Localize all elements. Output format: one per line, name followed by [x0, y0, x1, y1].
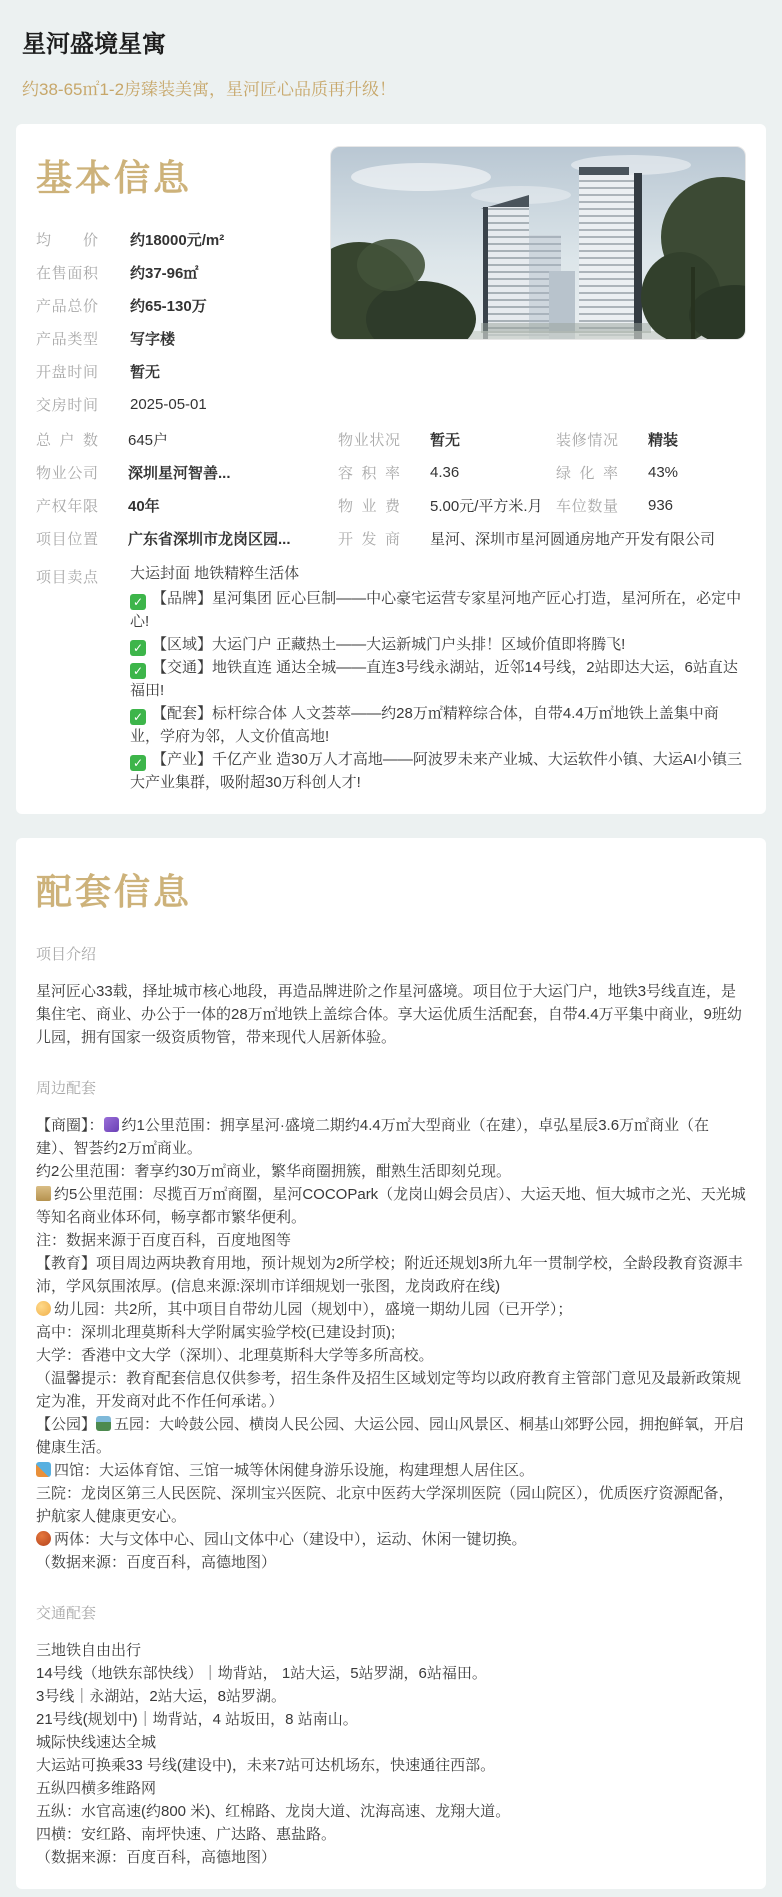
- line-text: 【交通】地铁直连 通达全城——直连3号线永湖站，近邻14号线，2站即达大运，6站直达福田!: [130, 659, 738, 699]
- info-field: [36, 256, 336, 289]
- text-line: [130, 587, 746, 633]
- museum-icon: [36, 1186, 51, 1201]
- text-line: [36, 1367, 746, 1413]
- info-grid-cell: [36, 522, 338, 555]
- text-line: [36, 1823, 746, 1846]
- text-line: [130, 702, 746, 748]
- info-field: [36, 388, 336, 421]
- basic-info-grid: [36, 423, 746, 555]
- line-text: 两体：大与文体中心、园山文体中心（建设中），运动、休闲一键切换。: [54, 1531, 527, 1548]
- info-field: [556, 456, 678, 489]
- line-text: 幼儿园：共2所，其中项目自带幼儿园（规划中），盛境一期幼儿园（已开学）；: [54, 1301, 573, 1318]
- info-value: 暂无: [130, 364, 161, 381]
- text-line: [36, 1639, 746, 1662]
- info-grid-cell: [36, 489, 338, 522]
- info-field: [36, 223, 336, 256]
- info-value: 暂无: [430, 432, 461, 449]
- info-value: 深圳星河智善...: [128, 465, 231, 482]
- surroundings-section-title: 周边配套: [36, 1080, 97, 1097]
- info-label: 项目位置: [36, 531, 98, 548]
- park-icon: [96, 1416, 111, 1431]
- info-field: [338, 489, 543, 522]
- text-line: [36, 1662, 746, 1685]
- text-line: [36, 1413, 746, 1459]
- text-line: [130, 633, 746, 656]
- shopping-bags-icon: [104, 1117, 119, 1132]
- basketball-icon: [36, 1531, 51, 1546]
- line-text: 约2公里范围：奢享约30万㎡商业，繁华商圈拥簇，酣熟生活即刻兑现。: [36, 1163, 512, 1180]
- info-label: 产品类型: [36, 331, 98, 348]
- building-render-image: [331, 147, 745, 339]
- line-text: （数据来源：百度百科，高德地图）: [36, 1554, 277, 1571]
- info-label: 物业状况: [338, 432, 400, 449]
- info-value: 精装: [648, 432, 679, 449]
- line-text: 五纵：水官高速(约800 米)、红棉路、龙岗大道、沈海高速、龙翔大道。: [36, 1803, 511, 1820]
- line-text: 三院：龙岗区第三人民医院、深圳宝兴医院、北京中医药大学深圳医院（园山院区），优质医疗资源配备，护航家人健康更安心。: [36, 1485, 734, 1525]
- check-icon: ✓: [130, 640, 146, 656]
- info-field: [36, 456, 231, 489]
- info-label: 总户数: [36, 432, 98, 449]
- info-grid-cell: [36, 456, 338, 489]
- line-text: 注：数据来源于百度百科，百度地图等: [36, 1232, 292, 1249]
- info-value: 写字楼: [130, 331, 176, 348]
- text-line: [36, 1344, 746, 1367]
- line-text: 三地铁自由出行: [36, 1642, 142, 1659]
- info-value: 广东省深圳市龙岗区园...: [128, 531, 291, 548]
- text-line: [36, 1459, 746, 1482]
- line-text: 【产业】千亿产业 造30万人才高地——阿波罗未来产业城、大运软件小镇、大运AI小镇三大产业集群，吸附超30万科创人才!: [130, 751, 743, 791]
- line-text: 四横：安红路、南坪快速、广达路、惠盐路。: [36, 1826, 337, 1843]
- text-line: [130, 656, 746, 702]
- selling-points-content: [130, 563, 746, 794]
- info-value: 约65-130万: [130, 298, 207, 315]
- info-label: 产品总价: [36, 298, 98, 315]
- check-icon: ✓: [130, 594, 146, 610]
- line-text: 大学：香港中文大学（深圳）、北理莫斯科大学等多所高校。: [36, 1347, 434, 1364]
- line-text: （数据来源：百度百科，高德地图）: [36, 1849, 277, 1866]
- line-prefix: 【公园】: [36, 1416, 97, 1433]
- text-line: [36, 1183, 746, 1229]
- line-text: 大运站可换乘33 号线(建设中)，未来7站可达机场东，快速通往西部。: [36, 1757, 496, 1774]
- surroundings-lines: [36, 1114, 746, 1574]
- info-field: [338, 522, 715, 555]
- selling-points-headline: 大运封面 地铁精粹生活体: [130, 565, 300, 582]
- info-grid-cell: [556, 489, 746, 522]
- info-field: [36, 322, 336, 355]
- info-value: 2025-05-01: [130, 396, 207, 413]
- basic-info-heading: 基本信息: [36, 157, 193, 198]
- basic-info-card: [16, 124, 766, 814]
- info-value: 约18000元/m²: [130, 232, 225, 249]
- basic-info-left-fields: [36, 223, 336, 421]
- line-text: 约1公里范围：拥享星河·盛境二期约4.4万㎡大型商业（在建），卓弘星辰3.6万㎡商业（在建）、智荟约2万㎡商业。: [36, 1117, 710, 1157]
- text-line: [36, 1800, 746, 1823]
- traffic-lines: [36, 1639, 746, 1869]
- info-value: 约37-96㎡: [130, 265, 199, 282]
- text-line: [36, 1528, 746, 1551]
- selling-points-label: 项目卖点: [36, 569, 98, 586]
- info-field: [556, 423, 678, 456]
- line-prefix: 【商圈】：: [36, 1117, 104, 1134]
- line-text: 【配套】标杆综合体 人文荟萃——约28万㎡精粹综合体，自带4.4万㎡地铁上盖集中商业，学府为邻，人文价值高地!: [130, 705, 719, 745]
- text-line: [36, 1321, 746, 1344]
- info-grid-cell: [36, 423, 338, 456]
- page-title: 星河盛境星寓: [22, 31, 166, 58]
- info-value: 4.36: [430, 464, 460, 481]
- line-text: 21号线(规划中)｜坳背站，4 站坂田，8 站南山。: [36, 1711, 358, 1728]
- line-text: 五纵四横多维路网: [36, 1780, 157, 1797]
- info-field: [36, 289, 336, 322]
- line-text: 五园：大岭鼓公园、横岗人民公园、大运公园、园山风景区、桐基山郊野公园，拥抱鲜氧，开启健康生活。: [36, 1416, 745, 1456]
- text-line: [130, 748, 746, 794]
- text-line: [36, 1551, 746, 1574]
- info-grid-cell: [338, 423, 556, 456]
- text-line: [36, 1114, 746, 1160]
- info-field: [36, 355, 336, 388]
- line-text: 【品牌】星河集团 匠心巨制——中心豪宅运营专家星河地产匠心打造，星河所在，必定中心!: [130, 590, 742, 630]
- surfer-icon: [36, 1462, 51, 1477]
- info-label: 车位数量: [556, 498, 618, 515]
- text-line: [36, 1777, 746, 1800]
- check-icon: ✓: [130, 663, 146, 679]
- selling-points-list: [130, 587, 746, 794]
- text-line: [36, 1298, 746, 1321]
- intro-paragraph: 星河匠心33载，择址城市核心地段，再造品牌进阶之作星河盛境。项目位于大运门户，地铁3号线直连，是集住宅、商业、办公于一体的28万㎡地铁上盖综合体。享大运优质生活配套，自带4.4万平集中商业，9班幼儿园，拥有国家一级资质物管，带来现代人居新体验。: [36, 983, 742, 1046]
- info-grid-cell: [556, 423, 746, 456]
- text-line: [36, 1160, 746, 1183]
- info-field: [556, 489, 673, 522]
- info-label: 装修情况: [556, 432, 618, 449]
- info-label: 容积率: [338, 465, 400, 482]
- info-field: [36, 423, 168, 456]
- amenities-heading: 配套信息: [36, 871, 193, 912]
- info-label: 绿化率: [556, 465, 618, 482]
- line-text: 约5公里范围：尽揽百万㎡商圈，星河COCOPark（龙岗山姆会员店）、大运天地、恒大城市之光、天光城等知名商业体环伺，畅享都市繁华便利。: [36, 1186, 746, 1226]
- info-field: [36, 522, 291, 555]
- text-line: [36, 1252, 746, 1298]
- info-label: 物业费: [338, 498, 400, 515]
- line-text: 3号线｜永湖站，2站大运，8站罗湖。: [36, 1688, 287, 1705]
- line-text: 【区域】大运门户 正藏热土——大运新城门户头排！区域价值即将腾飞!: [152, 636, 626, 653]
- text-line: [36, 1846, 746, 1869]
- baby-icon: [36, 1301, 51, 1316]
- info-value: 645户: [128, 432, 169, 449]
- info-field: [338, 456, 459, 489]
- check-icon: ✓: [130, 709, 146, 725]
- line-text: 【教育】项目周边两块教育用地，预计规划为2所学校；附近还规划3所九年一贯制学校，全龄段教育资源丰沛，学风氛围浓厚。(信息来源:深圳市详细规划一张图，龙岗政府在线): [36, 1255, 743, 1295]
- info-field: [36, 489, 160, 522]
- line-text: 城际快线速达全城: [36, 1734, 157, 1751]
- info-label: 开发商: [338, 531, 400, 548]
- page-subtitle: 约38-65㎡1-2房臻装美寓，星河匠心品质再升级！: [22, 80, 397, 99]
- text-line: [36, 1482, 746, 1528]
- text-line: [36, 1229, 746, 1252]
- line-text: 四馆：大运体育馆、三馆一城等休闲健身游乐设施，构建理想人居住区。: [54, 1462, 535, 1479]
- info-value: 40年: [128, 498, 160, 515]
- info-label: 交房时间: [36, 397, 98, 414]
- info-value: 936: [648, 497, 674, 514]
- intro-section-title: 项目介绍: [36, 946, 97, 963]
- text-line: [36, 1731, 746, 1754]
- text-line: [36, 1685, 746, 1708]
- info-grid-cell: [338, 456, 556, 489]
- amenities-card: [16, 838, 766, 1889]
- info-value: 5.00元/平方米.月: [430, 498, 543, 515]
- selling-points: [36, 563, 746, 794]
- property-photo[interactable]: [330, 146, 746, 340]
- info-label: 在售面积: [36, 265, 98, 282]
- traffic-section-title: 交通配套: [36, 1605, 97, 1622]
- info-value: 43%: [648, 464, 679, 481]
- line-text: （温馨提示：教育配套信息仅供参考，招生条件及招生区域划定等均以政府教育主管部门意见及最新政策规定为准，开发商对此不作任何承诺。）: [36, 1370, 742, 1410]
- info-label: 产权年限: [36, 498, 98, 515]
- check-icon: ✓: [130, 755, 146, 771]
- text-line: [36, 1708, 746, 1731]
- info-grid-cell: [556, 456, 746, 489]
- info-label: 物业公司: [36, 465, 98, 482]
- info-field: [338, 423, 460, 456]
- line-text: 14号线（地铁东部快线）｜坳背站， 1站大运，5站罗湖，6站福田。: [36, 1665, 487, 1682]
- info-label: 开盘时间: [36, 364, 98, 381]
- info-label: 均价: [36, 232, 98, 249]
- text-line: [36, 1754, 746, 1777]
- info-value: 星河、深圳市星河圆通房地产开发有限公司: [430, 531, 716, 548]
- line-text: 高中：深圳北理莫斯科大学附属实验学校(已建设封顶);: [36, 1324, 396, 1341]
- info-grid-cell: [338, 489, 556, 522]
- info-grid-cell: [338, 522, 746, 555]
